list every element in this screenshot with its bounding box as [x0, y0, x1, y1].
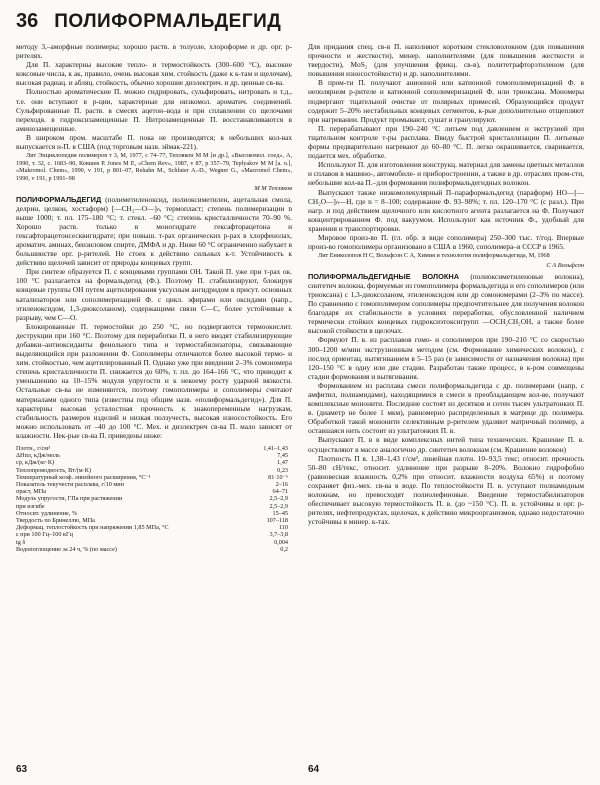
paragraph: Выпускают также низкомолекулярный П–параформальдегид (параформ) HO—[—CH₂O—]ₙ—H, где n = 8–100; содержание Ф. 93–98%; т. пл. 120–170 °С (с разл.). При нагр. и под действием щелочного или кислотного агента разлагается на Ф. Получают концентрированием Ф. под вакуумом. Используют как источник Ф., удобный для хранения и транспортировки. — [308, 187, 584, 233]
literature-reference: Лит Энциклопедия полимеров т 3, М, 1977, с 74–77, Теплякон М М [и др.], «Высокомол. соед», А, 1990, т. 32, с. 1683–90, Ковшев Р. Jones M E, «Chem Rev», 1987, v 87, p 357–79, Teplyakov M M [a. o.], «Makromol. Chem», 1990, v 191, p 801–07, Rehahn M., Schluter A.-D., Wegner G., «Macromol Chem», 1990, v 191, p 1991–98 — [16, 152, 292, 182]
page-header — [16, 10, 584, 40]
article-author: С А Вольфсон — [546, 261, 584, 269]
property-label: при изгибе — [16, 502, 45, 510]
entry-intro: (полиметиленоксид, полиоксиметилен, ацетальная смола, делрин, целкон, хостаформ) [—CH₂—O—]ₙ, термопласт; степень полимеризации n выше 1000; т. пл. 175–180 °С; т. стекл. –60 °С; степень кристалличности 70–90 %. Хорошо раств. только в моногидрате гексафторацетона и гексафторацетонсесквигидрате; при повыш. т-рах органических р-рах в хлорфенолах, ароматич. аминах, бензиловом спирте, ДМФА и др. Ниже 60 °С ограниченно набухает в большинстве орг. р-рителей. Не стоек к действию сильных к-т. Устойчивость к действию щелочей зависит от природы концевых групп. — [16, 194, 292, 268]
paragraph: Формуют П. в. из расплавов гомо- и сополимеров при 190–210 °С со скоростью 300–1200 м/мин экструзионным методом (см. Формование химических волокон), с послед ориентац. вытягиванием в 5–15 раз (в зависимости от назначения волокна) при 120–150 °С в одну или две стадии. Разработан также процесс, в к-ром совмещены стадии формования и вытягивания. — [308, 335, 584, 381]
paragraph: Полностью ароматические П. можно гидрировать, сульфировать, нитровать и т.д., т.е. они вступают в р-ции, характерные для низкомол. ароматич. соединений. Сульфированные П. раств. в смесях ацетон–вода и при сплавлении со щелочами переходя. в гидроксизамещенные П. Нитрозамещенные П. восстанавливаются в аминозамещенные. — [16, 87, 292, 133]
running-title: ПОЛИФОРМАЛЬДЕГИД — [54, 11, 282, 32]
table-row — [16, 445, 292, 452]
property-value: 107–118 — [266, 517, 288, 525]
paragraph: Плотность П в. 1,38–1,43 г/см³, линейная плотн. 10–93,5 текс; относит. прочность 50–80 сН/текс, относит. удлинение при разрыве 8–20%. Волокно гидрофобно (равновесная влажность 0,2% при относит. влажности воздуха 65%) и поэтому сохраняет физ.-мех. св-ва в воде. По теплостойкости П. в. уступают полиамидным волокнам, но превосходят полиолефиновые. Введение термостабилизаторов обеспечивает высокую термостойкость П. в. (до ~150 °С). П. в. устойчивы в орг. р-рителях, нефтепродуктах, щелочах, к действию микроорганизмов, однако недостаточно устойчивы в минер. к-тах. — [308, 453, 584, 527]
property-value: 64–71 — [272, 488, 288, 496]
properties-table — [16, 445, 292, 553]
paragraph: В широком пром. масштабе П. пока не производятся; в небольших кол-вах выпускается н-П. в США (под торговым назв. эймак-221). — [16, 132, 292, 152]
right-page-number: 64 — [308, 764, 320, 775]
table-row — [16, 495, 292, 502]
property-value: 1,47 — [277, 459, 288, 467]
table-row — [16, 546, 292, 553]
paragraph: В пром-ти П. получают анионной или катионной гомополимеризацией Ф. в неполярном р-рителе и катионной сополимеризацией Ф. или триоксана. Мономеры подвергают тщательной очистке от полярных примесей. Образующийся продукт содержит 5–20% нестабильных концевых сегментов, к-рые дополнительно отщепляют при нагревании. Продукт промывают, сушат и гранулируют. — [308, 78, 584, 124]
entry-term: ПОЛИФОРМАЛЬДЕГИДНЫЕ ВОЛОКНА — [308, 271, 460, 281]
property-label: cp, кДж/(кг·К) — [16, 459, 55, 467]
property-value: 7,45 — [277, 452, 288, 460]
property-value: 2,5–2,9 — [269, 502, 288, 510]
table-row — [16, 452, 292, 459]
table-row — [16, 481, 292, 488]
property-value: 2,5–2,9 — [269, 495, 288, 503]
table-row — [16, 517, 292, 524]
entry — [16, 195, 292, 268]
property-label: Водопоглощение за 24 ч, % (по массе) — [16, 545, 117, 553]
property-label: Модуль упругости, ГПа при растяжении — [16, 495, 123, 503]
literature-reference: Лит Ениколопов Н С, Вольфсон С А, Химия и технология полиформальдегида, М, 1968 — [318, 252, 550, 260]
paragraph: Используют П. для изготовления конструкц. материал для замены цветных металлов и сплавов в машино-, автомобиле- и приборостроении, а также в др. отраслях пром-сти, небольшие кол-ва П.–для формования полиформальдегидных волокон. — [308, 160, 584, 188]
property-value: 110 — [278, 524, 288, 532]
paragraph: методу 3,–аморфные полимеры; хорошо раств. в толуоле, хлороформе и др. орг. р-рителях. — [16, 42, 292, 61]
table-row — [16, 488, 292, 495]
table-row — [16, 467, 292, 474]
paragraph: Блокированные П. термостойки до 250 °С, но подвергаются термоокислит. деструкции при 160 °С. Поэтому для переработки П. в него вводят стабилизирующие добавки–антиоксиданты фенольного типа и термостабилизаторы, связывающие выделяющийся при разложении Ф. Сополимеры отличаются более высокой термо- и хим. стойкостью, чем ацетилированный П. Однако уже при введении 2–3% сомономера степень кристалличности П. снижается до 60%, т. пл. до 164–166 °С, что приводит к уменьшению на 10–15% модуля упругости и к некоему росту ударной вязкости. Остальные св-ва не изменяются, поэтому гомополимеры и сополимеры считают материалами одного типа (известны под общим назв. «полиформальдегид»). Для П. характерны высокая усталостная прочность к знакопеременным нагрузкам, стабильность размеров изделий и низкая ползучесть, высокая износостойкость. Его можно использовать от –40 до 100 °С. Мех. и диэлектрич св-ва П. мало зависят от влажности. Нек-рые св-ва П. приведены ниже: — [16, 321, 292, 440]
property-value: 1,41–1,43 — [263, 445, 288, 453]
property-label: Плотн., г/см³ — [16, 445, 50, 453]
paragraph: Мировое произ-во П. (гл. обр. в виде сополимера) 250–300 тыс. т/год. Впервые произ-во гомополимера организовано в США в 1960, сополимера–в СССР в 1965. — [308, 232, 584, 252]
property-label: Твердость по Бринеллю, МПа — [16, 517, 95, 525]
property-label: Теплопроводность, Вт/(м·К) — [16, 466, 91, 474]
right-column — [308, 42, 584, 760]
property-value: 0,23 — [277, 466, 288, 474]
table-row — [16, 459, 292, 466]
paragraph: При синтезе образуется П. с концевыми группами ОН. Такой П. уже при т-рах ок. 100 °С разлагается на формальдегид (Ф.). Поэтому П. стабилизируют, блокируя концевые группы ОН путем ацетилирования уксусным ангидридом в присут. основных катализаторов или сополимеризацией Ф. с цикл. эфирами или оксидами (напр., этиленоксидом, 1,3-диоксоланом), содержащими связи С—С, более устойчивые к разрыву, чем С—О. — [16, 267, 292, 322]
property-label: Относит. удлинение, % — [16, 509, 78, 517]
paragraph: Формованием из расплава смеси полиформальдегида с др. полимерами (напр, с амфитил, полиамидами), находящимися в смеси в преобладающем кол-ве, получают комплексные мононити. Последние состоят из десятков и сотен тысяч ультратонких П. в. (диаметр не более 1 мкм), равномерно распределенных в матрице др. полимера. Обработкой такой мононити селективным р-рителем удаляют матричный полимер, а оставшаяся нить состоит из ультратонких П. в. — [308, 380, 584, 436]
property-label: ΔHпл, кДж/моль — [16, 452, 60, 460]
table-row — [16, 510, 292, 517]
left-page-number: 63 — [16, 764, 28, 775]
article-author: М М Тепляков — [254, 184, 292, 192]
property-label: Показатель текучести расплава, г/10 мин — [16, 481, 124, 489]
table-row — [16, 474, 292, 481]
property-label: Деформац. теплостойкость при напряжении 1,85 МПа, °С — [16, 524, 169, 532]
table-row — [16, 524, 292, 531]
property-label: σраст, МПа — [16, 488, 46, 496]
paragraph: Выпускают П. в в виде комплексных нитей типа технических. Крашение П. в. осуществляют в массе аналогично др. синтетич волокнам (см. Крашение волокон) — [308, 435, 584, 454]
page-number: 36 — [16, 10, 39, 32]
entry-intro: (полиоксиметиленовые волокна), синтетич волокна, формуемые из гомополимера формальдегида и его сополимеров (или триоксана) с 1,3-диоксоланом, этиленоксидом или др сомономерами (2–3% по массе). По сравнению с гомополимером сополимеры предпочтительнее для получения волокон благодаря их стабильности в условиях переработки, обусловленной наличием термически стойких концевых гидроксиэтоксигрупп —OCH₂CH₂OH, а также более высокой стойкости в щелочах. — [308, 271, 584, 336]
left-column — [16, 42, 292, 760]
property-label: ε при 100 Гц–100 кГц — [16, 531, 73, 539]
property-value: 0,004 — [274, 538, 288, 546]
entry-term: ПОЛИФОРМАЛЬДЕГИД — [16, 194, 102, 204]
paragraph: П. перерабатывают при 190–240 °С литьем под давлением и экструзией при тщательном контроле т-ры расплава. Ввиду быстрой кристаллизации П. литьевые формы предварительно нагревают до 60–80 °С. П. легко окрашивается, сваривается, подается мех. обработке. — [308, 123, 584, 161]
entry — [308, 272, 584, 336]
property-value: 81·10⁻⁶ — [268, 473, 288, 481]
property-label: Температурный коэф. линейного расширения, °С⁻¹ — [16, 473, 151, 481]
property-value: 2–16 — [275, 481, 288, 489]
property-label: tg δ — [16, 538, 26, 546]
table-row — [16, 539, 292, 546]
paragraph: Для П. характерны высокие тепло- и термостойкость (300–600 °С), высокие коксовые числа, к ак, правило, очень высокая хим. стойкость (даже к к-там и щелочам), высокая радиац. и абляц. стойкость, обычно хорошие диэлектрич. и др. ценные св-ва. — [16, 60, 292, 88]
paragraph: Для придания спец. св-в П. наполняют коротким стекловолокном (для повышения прочности и жесткости), минер. наполнителями (для повышения жесткости и твердости), MoS₂ (для улучшения фрикц. св-в), политетрафторэтиленом (для повышения износостойкости) и др. наполнителями. — [308, 42, 584, 79]
property-value: 0,2 — [280, 545, 288, 553]
property-value: 15–45 — [272, 509, 288, 517]
table-row — [16, 503, 292, 510]
table-row — [16, 531, 292, 538]
property-value: 3,7–3,8 — [269, 531, 288, 539]
